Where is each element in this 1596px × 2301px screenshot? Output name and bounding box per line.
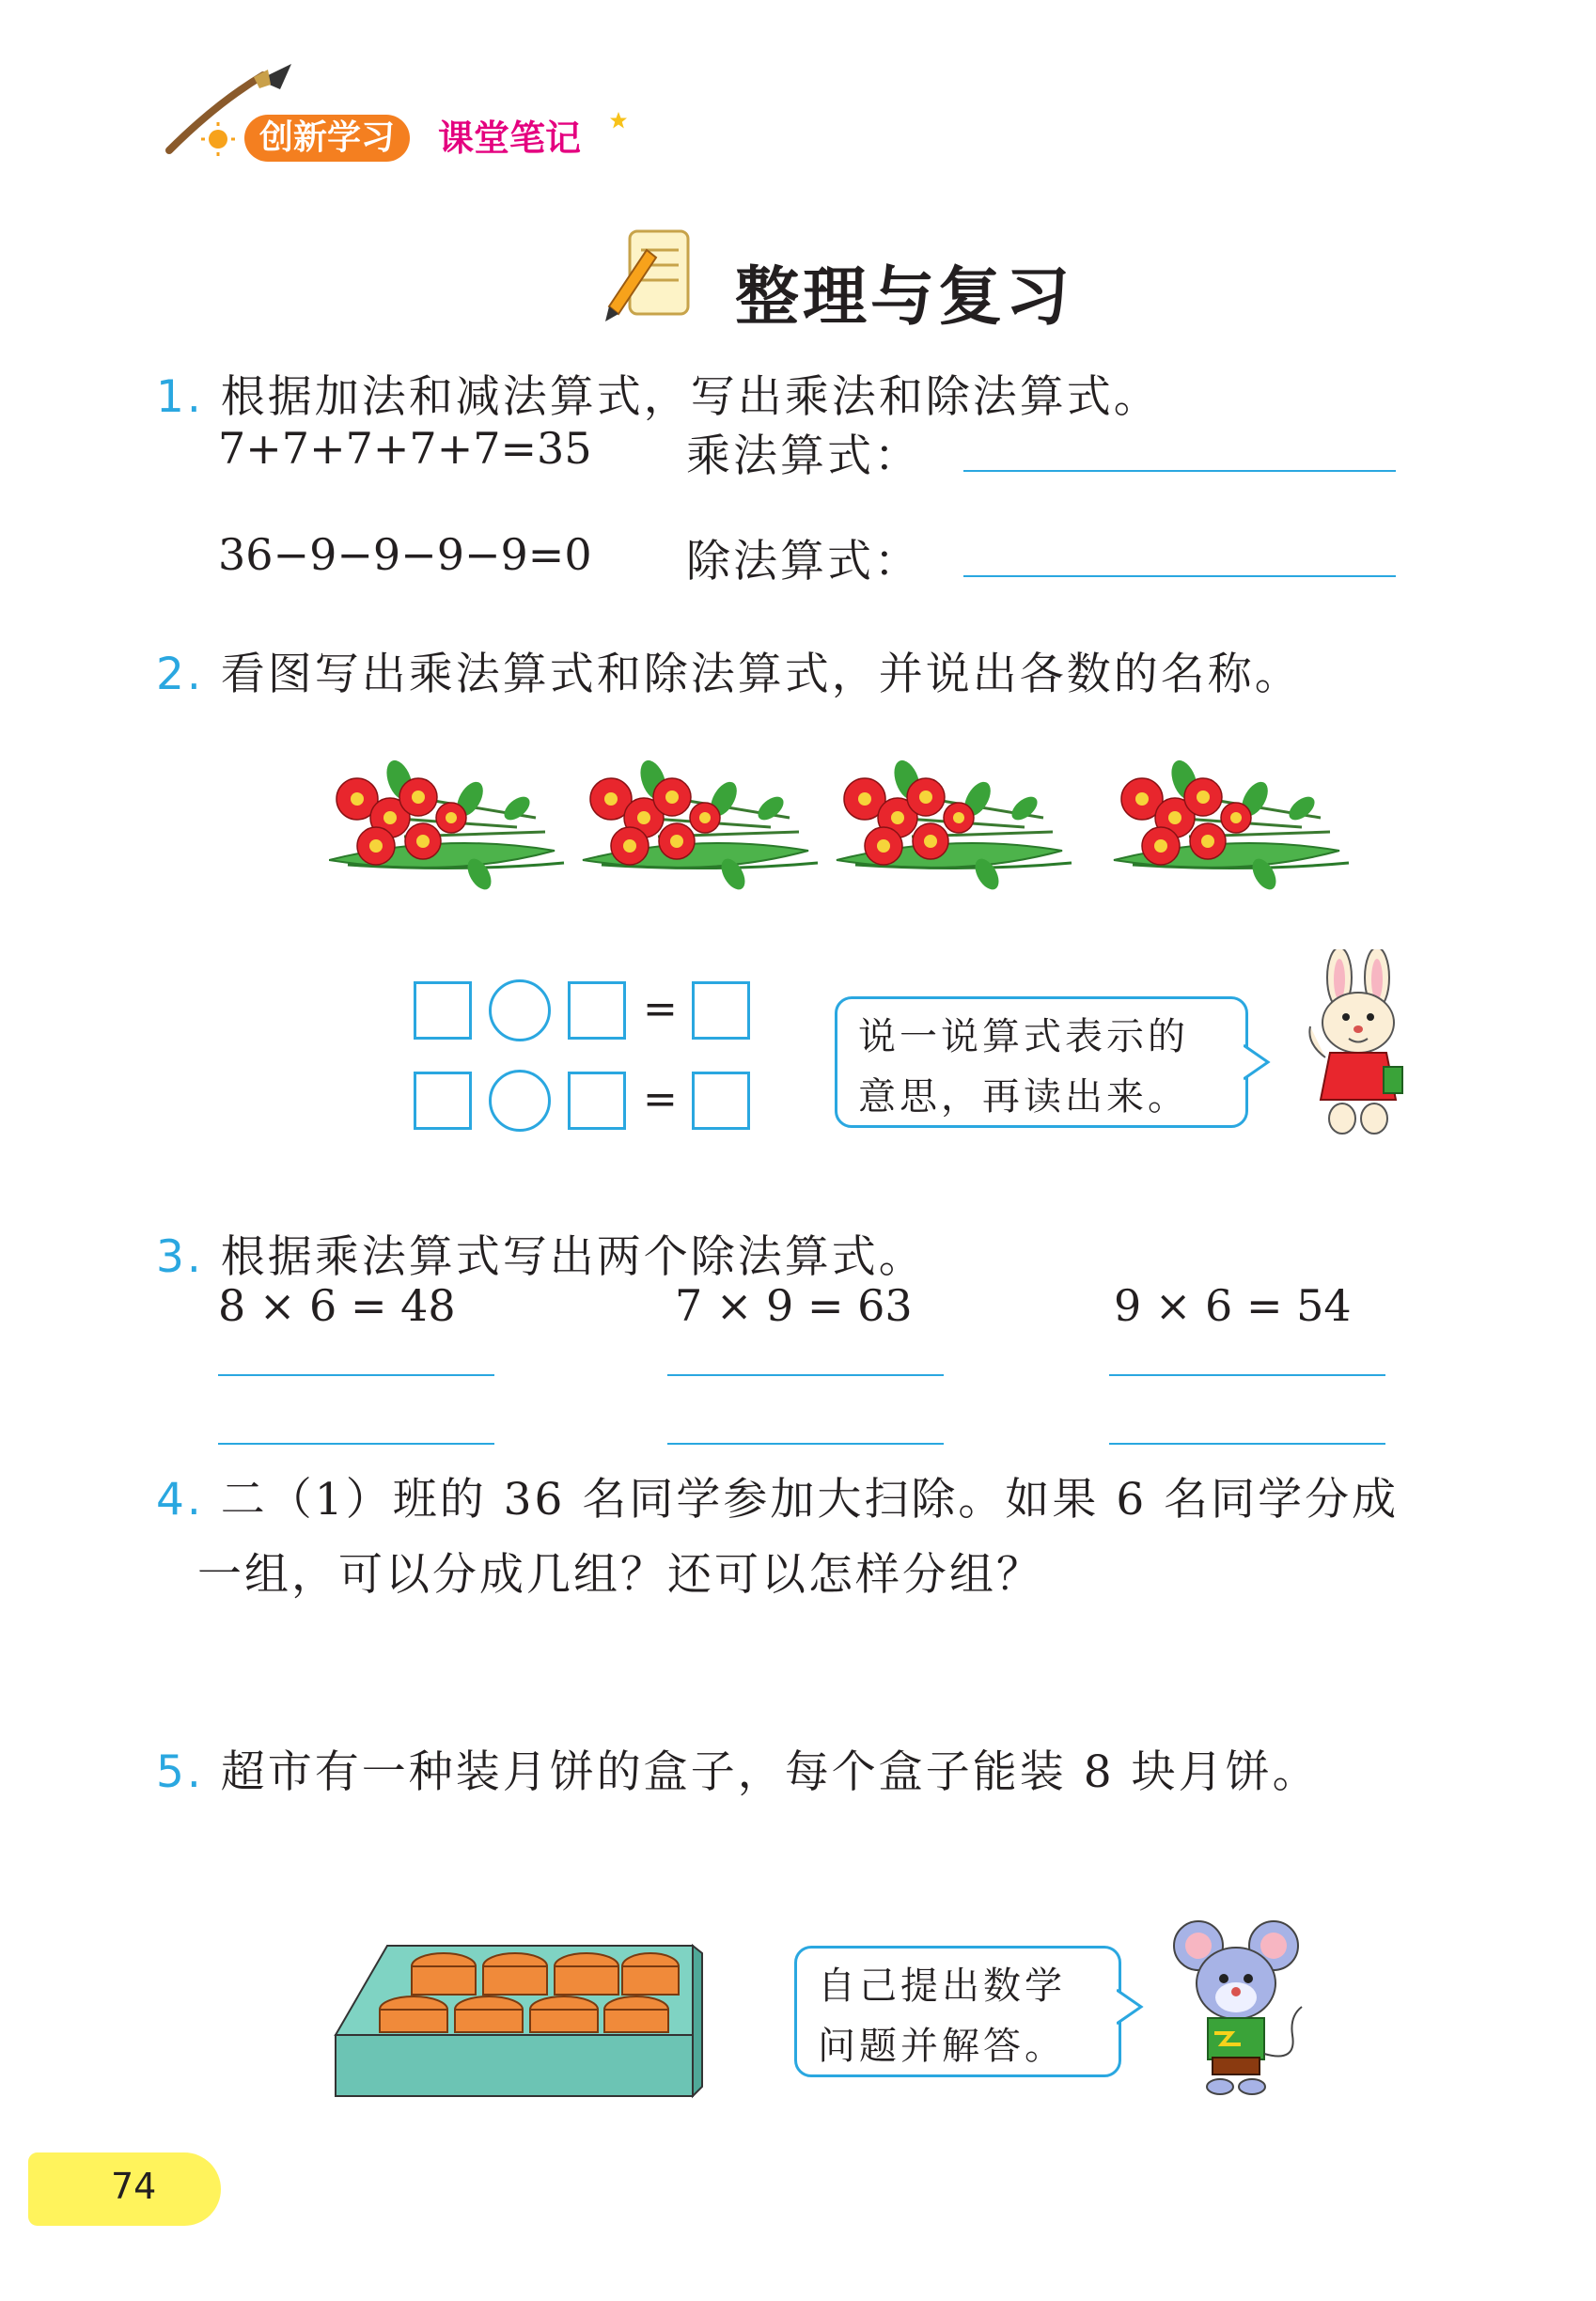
header-logo <box>160 56 649 169</box>
q2-row2-box2[interactable] <box>568 1072 626 1130</box>
q4-line1: 二（1）班的 36 名同学参加大扫除。如果 6 名同学分成 <box>220 1474 1400 1526</box>
q3-answer-line-3a[interactable] <box>1109 1374 1385 1376</box>
q3-expression-2: 7 × 9 = 63 <box>675 1280 913 1331</box>
q1-row2-answer-line[interactable] <box>963 575 1396 577</box>
q5-number: 5. <box>156 1746 204 1798</box>
page-number: 74 <box>111 2166 157 2207</box>
q2-row1-equals: = <box>643 985 678 1033</box>
q1-row2-expression: 36−9−9−9−9=0 <box>218 529 592 580</box>
brand-pill <box>244 115 410 162</box>
q2-bubble-line1: 说一说算式表示的 <box>858 1015 1189 1058</box>
q5-speech-bubble <box>794 1946 1121 2077</box>
q1-row1-label: 乘法算式： <box>686 430 921 482</box>
q3-expression-3: 9 × 6 = 54 <box>1114 1280 1352 1331</box>
q3-answer-line-3b[interactable] <box>1109 1443 1385 1445</box>
q2-row1-box1[interactable] <box>414 981 472 1040</box>
q3-number: 3. <box>156 1231 204 1283</box>
q4-heading <box>156 1464 1399 1527</box>
q3-text: 根据乘法算式写出两个除法算式。 <box>220 1231 926 1283</box>
q3-expression-1: 8 × 6 = 48 <box>218 1280 456 1331</box>
scroll-pencil-icon <box>602 222 705 335</box>
mooncake-box-illustration <box>331 1936 707 2105</box>
q1-heading <box>156 362 1161 425</box>
q3-answer-line-2a[interactable] <box>667 1374 944 1376</box>
q5-bubble-line1: 自己提出数学 <box>818 1964 1066 2008</box>
q5-text: 超市有一种装月饼的盒子，每个盒子能装 8 块月饼。 <box>220 1746 1320 1798</box>
q1-number: 1. <box>156 371 204 423</box>
q4-line2: 一组，可以分成几组？还可以怎样分组？ <box>197 1549 1043 1601</box>
star-icon <box>609 111 628 130</box>
q2-row1-result-box[interactable] <box>692 981 750 1040</box>
q3-answer-line-2b[interactable] <box>667 1443 944 1445</box>
q2-row1-operator-circle[interactable] <box>489 979 551 1041</box>
q4-number: 4. <box>156 1474 204 1526</box>
q3-answer-line-1a[interactable] <box>218 1374 494 1376</box>
q2-row1-box2[interactable] <box>568 981 626 1040</box>
q2-text: 看图写出乘法算式和除法算式，并说出各数的名称。 <box>220 649 1302 700</box>
q2-row2-box1[interactable] <box>414 1072 472 1130</box>
q2-number: 2. <box>156 649 204 700</box>
q2-row2-operator-circle[interactable] <box>489 1070 551 1132</box>
q2-heading <box>156 639 1302 702</box>
q3-answer-line-1b[interactable] <box>218 1443 494 1445</box>
bubble-tail <box>1244 1043 1272 1081</box>
q1-text: 根据加法和减法算式，写出乘法和除法算式。 <box>220 371 1161 423</box>
page-title: 整理与复习 <box>735 260 1074 335</box>
page-number-tab <box>28 2152 221 2226</box>
brand-left-text: 创新学习 <box>259 118 396 157</box>
q1-row1-answer-line[interactable] <box>963 470 1396 472</box>
q5-heading <box>156 1737 1320 1800</box>
q2-bubble-line2: 意思，再读出来。 <box>858 1075 1189 1119</box>
q1-row1-expression: 7+7+7+7+7=35 <box>218 423 592 474</box>
q2-row2-equals: = <box>643 1075 678 1123</box>
q5-bubble-line2: 问题并解答。 <box>818 2025 1066 2068</box>
mouse-icon <box>1166 1913 1316 2101</box>
flower-bouquets <box>329 752 1382 912</box>
bubble-tail <box>1117 1988 1145 2026</box>
rabbit-icon <box>1297 949 1419 1137</box>
q1-row2-label: 除法算式： <box>686 536 921 587</box>
brand-right-text: 课堂笔记 <box>438 117 582 159</box>
q2-row2-result-box[interactable] <box>692 1072 750 1130</box>
q2-speech-bubble <box>835 996 1248 1128</box>
q3-heading <box>156 1222 926 1285</box>
